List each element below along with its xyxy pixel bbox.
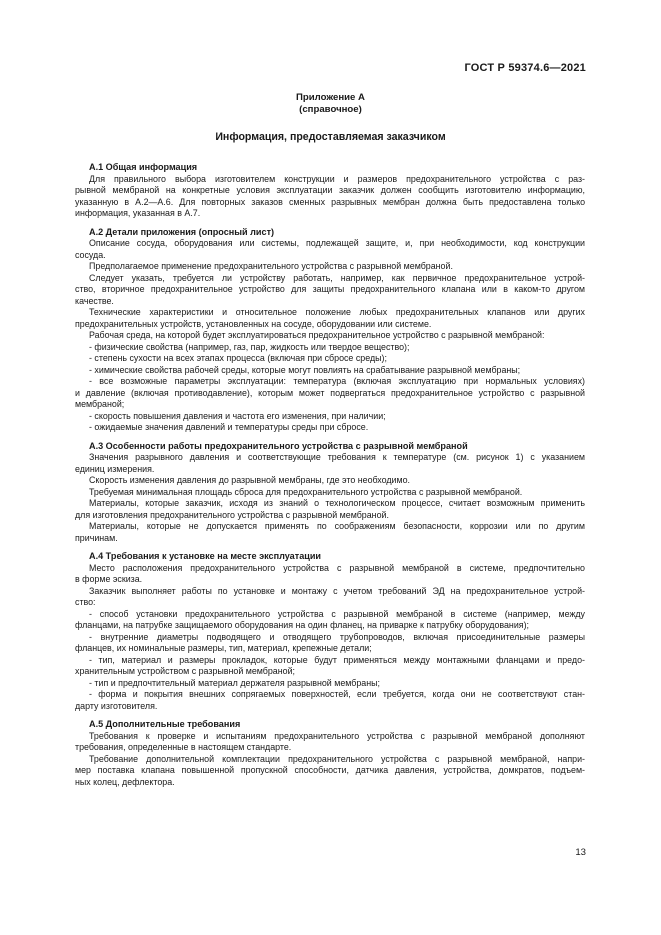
text-line: Требования к проверке и испытаниям предохранительного устройства с разрывной мембраной дополняют <box>89 730 585 741</box>
text-line: Заказчик выполняет работы по установке и монтажу с учетом требований ЭД на предохранительное устрой- <box>89 585 585 596</box>
text-line: причинам. <box>75 532 118 543</box>
paragraph <box>75 330 585 342</box>
annex-status: (справочное) <box>299 104 362 115</box>
text-line: предохранительных устройств, установленных на сосуде, оборудовании или системе. <box>75 318 432 329</box>
text-line: - внутренние диаметры подводящего и отводящего трубопроводов, включая присоединительные размеры <box>89 631 585 642</box>
text-line: Предполагаемое применение предохранительного устройства с разрывной мембраной. <box>89 261 453 271</box>
text-line: Место расположения предохранительного устройства с разрывной мембраной в системе, предпочтительно <box>89 562 585 573</box>
paragraph <box>75 563 585 586</box>
paragraph <box>75 174 585 220</box>
text-line: ство, вторичное предохранительное устройство для защиты предохранительного клапана или в каком-то другом <box>75 284 585 294</box>
paragraph <box>75 342 585 354</box>
paragraph <box>75 754 585 789</box>
page-number: 13 <box>575 847 586 858</box>
paragraph <box>75 452 585 475</box>
text-line: дарту изготовителя. <box>75 700 158 711</box>
text-line: Следует указать, требуется ли устройству работать, например, как первичное предохранительное устрой- <box>89 272 585 283</box>
annex-title <box>0 92 661 116</box>
paragraph <box>75 307 585 330</box>
text-line: Рабочая среда, на которой будет эксплуатироваться предохранительное устройство с разрывной мембраной: <box>89 330 545 340</box>
paragraph <box>75 487 585 499</box>
text-line: - тип и предпочтительный материал держателя разрывной мембраны; <box>89 677 380 688</box>
text-line: ных колец, дефлектора. <box>75 776 175 787</box>
text-line: - форма и покрытия внешних сопрягаемых поверхностей, если требуется, когда они не соответствуют стан- <box>89 689 585 699</box>
text-line: Для правильного выбора изготовителем конструкции и размеров предохранительного устройства с раз- <box>89 173 585 184</box>
document-body <box>75 162 585 795</box>
text-line: - все возможные параметры эксплуатации: температура (включая эксплуатацию при нормальных условиях) <box>89 376 585 386</box>
text-line: рывной мембраной на конкретные условия эксплуатации заказчик должен сообщить изготовителю информацию, <box>75 185 585 195</box>
paragraph <box>75 261 585 273</box>
paragraph <box>75 376 585 411</box>
section <box>75 227 585 434</box>
paragraph <box>75 731 585 754</box>
text-line: для изготовления предохранительного устройства с разрывной мембраной. <box>75 509 389 520</box>
text-line: сосуда. <box>75 249 106 260</box>
section <box>75 551 585 712</box>
text-line: - степень сухости на всех этапах процесса (включая при сбросе среды); <box>89 353 387 363</box>
text-line: Требование дополнительной комплектации предохранительного устройства с разрывной мембраной, напри- <box>89 753 585 764</box>
text-line: в форме эскиза. <box>75 574 143 584</box>
section-title: А.4 Требования к установке на месте эксплуатации <box>89 551 322 561</box>
text-line: фланцами, на патрубке защищаемого оборудования на один фланец, на приварке к патрубку оборудования); <box>75 620 530 630</box>
paragraph <box>75 422 585 434</box>
text-line: Материалы, которые не допускается применять по соображениям безопасности, коррозии или по другим <box>89 521 585 531</box>
text-line: - способ установки предохранительного устройства с разрывной мембраной в системе (например, между <box>89 608 585 619</box>
paragraph <box>75 678 585 690</box>
text-line: Описание сосуда, оборудования или системы, подлежащей защите, и, при необходимости, код конструкции <box>89 238 585 248</box>
section-title: А.2 Детали приложения (опросный лист) <box>89 226 275 237</box>
paragraph <box>75 632 585 655</box>
text-line: требования, определенные в настоящем стандарте. <box>75 742 292 752</box>
text-line: хранительным устройством с разрывной мембраной; <box>75 666 296 676</box>
text-line: указанную в А.2—А.6. Для повторных заказов сменных разрывных мембран должна быть предоставлена только <box>75 196 585 207</box>
text-line: качестве. <box>75 295 114 306</box>
text-line: Материалы, которые заказчик, исходя из знаний о технологическом процессе, считает возможным применить <box>89 498 585 508</box>
text-line: Значения разрывного давления и соответствующие требования к температуре (см. рисунок 1) с указанием <box>89 452 585 462</box>
text-line: - тип, материал и размеры прокладок, которые будут применяться между монтажными фланцами и предо- <box>89 654 585 665</box>
paragraph <box>75 238 585 261</box>
paragraph <box>75 586 585 609</box>
paragraph <box>75 689 585 712</box>
standard-code: ГОСТ Р 59374.6—2021 <box>464 62 586 74</box>
paragraph <box>75 655 585 678</box>
section-title: А.1 Общая информация <box>89 162 198 172</box>
annex-label: Приложение А <box>296 92 365 103</box>
text-line: и давление (включая противодавление), которым может подвергаться предохранительное устройство с разрывной <box>75 387 585 398</box>
paragraph <box>75 411 585 423</box>
text-line: - ожидаемые значения давлений и температуры среды при сбросе. <box>89 422 369 432</box>
text-line: единиц измерения. <box>75 463 155 474</box>
paragraph <box>75 498 585 521</box>
text-line: информация, указанная в А.7. <box>75 208 201 218</box>
section <box>75 441 585 545</box>
paragraph <box>75 365 585 377</box>
text-line: мембраной; <box>75 399 125 409</box>
paragraph <box>75 521 585 544</box>
text-line: - физические свойства (например, газ, пар, жидкость или твердое вещество); <box>89 341 410 352</box>
text-line: мер поставка клапана повышенной пропускной способности, датчика давления, устройства, домкратов, подъем- <box>75 765 585 775</box>
section <box>75 719 585 788</box>
paragraph <box>75 353 585 365</box>
paragraph <box>75 273 585 308</box>
text-line: ство: <box>75 597 96 607</box>
annex-heading: Информация, предоставляемая заказчиком <box>215 131 446 143</box>
text-line: Технические характеристики и относительное положение любых предохранительных клапанов или других <box>89 307 585 317</box>
text-line: - скорость повышения давления и частота его изменения, при наличии; <box>89 410 386 421</box>
text-line: Скорость изменения давления до разрывной мембраны, где это необходимо. <box>89 475 411 485</box>
section-title: А.5 Дополнительные требования <box>89 719 241 729</box>
section-title: А.3 Особенности работы предохранительного устройства с разрывной мембраной <box>89 440 468 451</box>
paragraph <box>75 475 585 487</box>
paragraph <box>75 609 585 632</box>
text-line: фланцев, их номинальные размеры, тип, материал, крепежные детали; <box>75 643 372 653</box>
text-line: - химические свойства рабочей среды, которые могут повлиять на срабатывание разрывной мембраны; <box>89 364 521 375</box>
section <box>75 162 585 220</box>
text-line: Требуемая минимальная площадь сброса для предохранительного устройства с разрывной мембраной. <box>89 486 523 497</box>
